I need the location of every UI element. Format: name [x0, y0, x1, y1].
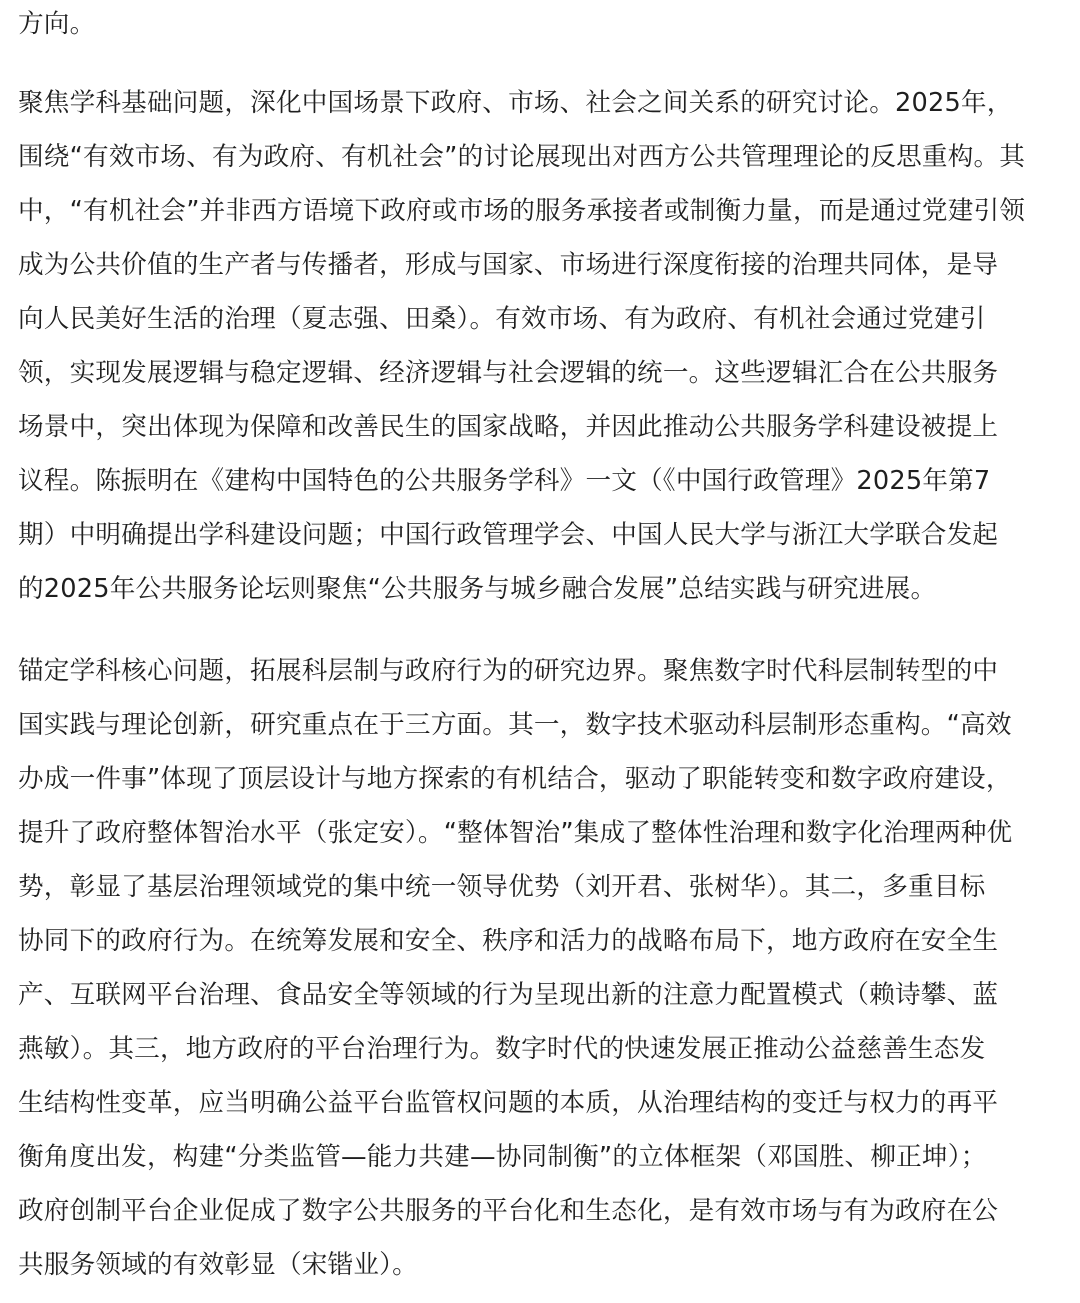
paragraph-gap	[18, 616, 1072, 644]
article-body	[18, 0, 1072, 1292]
paragraph-line: 办成一件事”体现了顶层设计与地方探索的有机结合，驱动了职能转变和数字政府建设，	[18, 764, 1012, 794]
paragraph-line: 向人民美好生活的治理（夏志强、田桑）。有效市场、有为政府、有机社会通过党建引	[18, 304, 986, 334]
paragraph-line: 成为公共价值的生产者与传播者，形成与国家、市场进行深度衔接的治理共同体，是导	[18, 250, 999, 280]
paragraph-line: 国实践与理论创新，研究重点在于三方面。其一，数字技术驱动科层制形态重构。“高效	[18, 710, 1012, 740]
paragraph-line: 聚焦学科基础问题，深化中国场景下政府、市场、社会之间关系的研究讨论。2025年，	[18, 88, 1013, 118]
paragraph-line: 生结构性变革，应当明确公益平台监管权问题的本质，从治理结构的变迁与权力的再平	[18, 1088, 999, 1118]
paragraph-line: 势，彰显了基层治理领域党的集中统一领导优势（刘开君、张树华）。其二，多重目标	[18, 872, 986, 902]
paragraph-line: 协同下的政府行为。在统筹发展和安全、秩序和活力的战略布局下，地方政府在安全生	[18, 926, 999, 956]
paragraph-line: 产、互联网平台治理、食品安全等领域的行为呈现出新的注意力配置模式（赖诗攀、蓝	[18, 980, 999, 1010]
paragraph-line: 的2025年公共服务论坛则聚焦“公共服务与城乡融合发展”总结实践与研究进展。	[18, 574, 937, 604]
paragraph-line: 中，“有机社会”并非西方语境下政府或市场的服务承接者或制衡力量，而是通过党建引领	[18, 196, 1026, 226]
paragraph-line: 燕敏）。其三，地方政府的平台治理行为。数字时代的快速发展正推动公益慈善生态发	[18, 1034, 986, 1064]
paragraph-line: 期）中明确提出学科建设问题；中国行政管理学会、中国人民大学与浙江大学联合发起	[18, 520, 999, 550]
paragraph-line: 衡角度出发，构建“分类监管—能力共建—协同制衡”的立体框架（邓国胜、柳正坤）；	[18, 1142, 987, 1172]
paragraph-line: 提升了政府整体智治水平（张定安）。“整体智治”集成了整体性治理和数字化治理两种优	[18, 818, 1013, 848]
paragraph-line: 共服务领域的有效彰显（宋锴业）。	[18, 1250, 418, 1280]
paragraph-line: 锚定学科核心问题，拓展科层制与政府行为的研究边界。聚焦数字时代科层制转型的中	[18, 656, 999, 686]
paragraph-lead-line: 方向。	[18, 9, 96, 39]
paragraph-line: 场景中，突出体现为保障和改善民生的国家战略，并因此推动公共服务学科建设被提上	[18, 412, 999, 442]
paragraph-line: 政府创制平台企业促成了数字公共服务的平台化和生态化，是有效市场与有为政府在公	[18, 1196, 999, 1226]
paragraph-relationship-research	[18, 76, 1072, 616]
paragraph-line: 议程。陈振明在《建构中国特色的公共服务学科》一文（《中国行政管理》2025年第7	[18, 466, 991, 496]
paragraph-line: 领，实现发展逻辑与稳定逻辑、经济逻辑与社会逻辑的统一。这些逻辑汇合在公共服务	[18, 358, 999, 388]
paragraph-bureaucracy-research	[18, 644, 1072, 1292]
paragraph-gap	[18, 48, 1072, 76]
paragraph-line: 围绕“有效市场、有为政府、有机社会”的讨论展现出对西方公共管理理论的反思重构。其	[18, 142, 1026, 172]
